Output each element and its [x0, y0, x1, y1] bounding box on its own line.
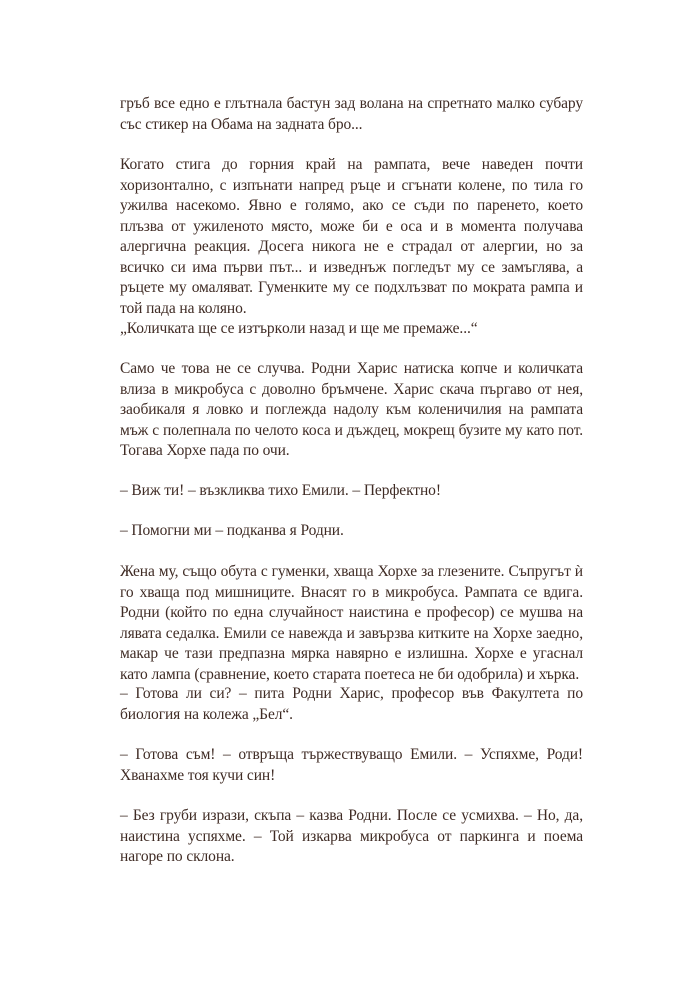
paragraph-10: – Без груби изрази, скъпа – казва Родни. После се усмихва. – Но, да, наистина успяхме. – Той изкарва микробуса от паркинга и поема нагоре по склона.	[120, 807, 583, 865]
paragraph-9: – Готова съм! – отвръща тържествуващо Емили. – Успяхме, Роди! Хванахме тоя кучи син!	[120, 746, 583, 784]
paragraph-3: „Количката ще се изтъркoли назад и ще ме премаже...“	[120, 320, 478, 337]
paragraph-8: – Готова ли си? – пита Родни Харис, професор във Факултета по биология на колежа „Бел“.	[120, 685, 583, 723]
paragraph-6: – Помогни ми – подканва я Родни.	[120, 522, 344, 539]
paragraph-1: гръб все едно е глътнала бастун зад волана на спретнато малко субару със стикер на Обама на задната бро...	[120, 95, 583, 133]
paragraph-5: – Виж ти! – възкликва тихо Емили. – Перфектно!	[120, 482, 441, 499]
paragraph-4: Само че това не се случва. Родни Харис натиска копче и количката влиза в микробуса с доволно бръмчене. Харис скача пъргаво от нея, заобикаля я ловко и поглежда надолу към коленичилия на рампата мъж с полепнала по челото коса и дъждец, мокрещ бузите му като пот. Тогава Хорхе пада по очи.	[120, 360, 583, 459]
paragraph-2: Когато стига до горния край на рампата, вече наведен почти хоризонтално, с изпънати напред ръце и сгънати колене, по тила го ужилва насекомо. Явно е голямо, ако се съди по паренето, което плъзва от ужиленото място, може би е оса и в момента получава алергична реакция. Досега никога не е страдал от алергии, но за всичко си има първи път... и изведнъж погледът му се замъглява, а ръцете му омаляват. Гуменките му се подхлъзват по мократа рампа и той пада на коляно.	[120, 156, 583, 317]
paragraph-7: Жена му, също обута с гуменки, хваща Хорхе за глезените. Съпругът ѝ го хваща под мишниците. Внасят го в микробуса. Рампата се вдига. Родни (който по една случайност наистина е професор) се мушва на лявата седалка. Емили се навежда и завързва китките на Хорхе заедно, макар че тази предпазна мярка навярно е излишна. Хорхе е угаснал като лампа (сравнение, което старата поетеса не би одобрила) и хърка.	[120, 563, 583, 683]
